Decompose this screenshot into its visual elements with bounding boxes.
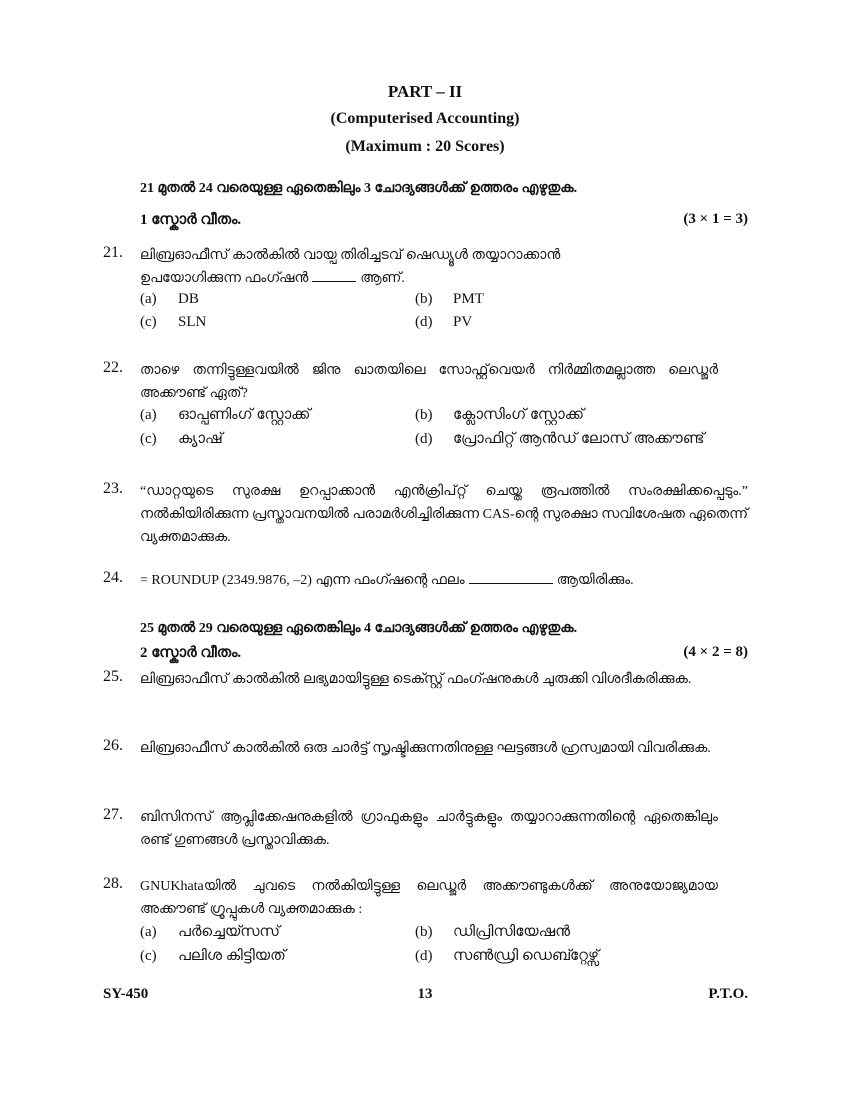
question-text: = ROUNDUP (2349.9876, –2) എന്ന ഫംഗ്ഷന്റെ ഫലം ആയിരിക്കും. (140, 573, 634, 588)
paper-code: SY-450 (103, 986, 149, 1002)
question-text: ലിബ്രഓഫീസ് കാൽകിൽ ഒരു ചാർട്ട് സൃഷ്ടിക്കുന്നതിനുള്ള ഘട്ടങ്ങൾ ഹ്രസ്വമായി വിവരിക്കുക. (140, 741, 711, 756)
option-d: (d) PV (415, 314, 473, 330)
option-a: (a) ഓപ്പണിംഗ് സ്റ്റോക്ക് (140, 407, 311, 423)
pto-label: P.T.O. (708, 986, 748, 1002)
answer-blank (469, 583, 553, 584)
question-number: 22. (103, 359, 123, 376)
max-score-heading: (Maximum : 20 Scores) (345, 138, 505, 155)
question-number: 27. (103, 806, 123, 823)
option-a: (a) പർച്ചെയ്സസ് (140, 924, 281, 940)
question-number: 21. (103, 244, 123, 261)
option-b: (b) ഡിപ്രിസിയേഷൻ (415, 924, 571, 940)
section1-instruction: 21 മുതൽ 24 വരെയുള്ള ഏതെങ്കിലും 3 ചോദ്യങ്ങൾക്ക് ഉത്തരം എഴുതുക. (140, 181, 578, 196)
part-heading: PART – II (387, 82, 463, 101)
page-number: 13 (417, 986, 433, 1002)
subject-heading: (Computerised Accounting) (330, 110, 520, 127)
question-number: 26. (103, 737, 123, 754)
section1-score-formula: (3 × 1 = 3) (683, 211, 748, 227)
option-c: (c) ക്യാഷ് (140, 431, 223, 447)
option-c: (c) SLN (140, 314, 207, 330)
section2-score-formula: (4 × 2 = 8) (683, 644, 748, 660)
question-number: 25. (103, 668, 123, 685)
question-text: താഴെ തന്നിട്ടുള്ളവയിൽ ജിനു ഖാതയിലെ സോഫ്റ്റ്‌വെയർ നിർമ്മിതമല്ലാത്ത ലെഡ്ജർ അക്കൗണ്ട് ഏത്? (140, 363, 718, 401)
option-b: (b) ക്ലോസിംഗ് സ്റ്റോക്ക് (415, 407, 584, 423)
question-text: ബിസിനസ് ആപ്ലിക്കേഷനുകളിൽ ഗ്രാഫുകളും ചാർട്ടുകളും തയ്യാറാക്കുന്നതിന്റെ ഏതെങ്കിലും രണ്ട് ഗുണങ്ങൾ പ്രസ്താവിക്കുക. (140, 810, 718, 848)
question-number: 28. (103, 875, 123, 892)
question-text: GNUKhataയിൽ ചുവടെ നൽകിയിട്ടുള്ള ലെഡ്ജർ അക്കൗണ്ടുകൾക്ക് അനുയോജ്യമായ അക്കൗണ്ട് ഗ്രൂപ്പുകൾ വ്യക്തമാക്കുക : (140, 879, 718, 917)
question-text: “ഡാറ്റയുടെ സുരക്ഷ ഉറപ്പാക്കാൻ എൻക്രിപ്റ്റ് ചെയ്ത രൂപത്തിൽ സംരക്ഷിക്കപ്പെടും.” നൽകിയിരിക്കുന്ന പ്രസ്താവനയിൽ പരാമർശിച്ചിരിക്കുന്ന CAS-ന്റെ സുരക്ഷാ സവിശേഷത ഏതെന്ന് വ്യക്തമാക്കുക. (140, 484, 748, 545)
option-c: (c) പലിശ കിട്ടിയത് (140, 948, 286, 964)
answer-blank (312, 281, 356, 282)
section1-score-row (140, 211, 748, 229)
question-text: ലിബ്രഓഫീസ് കാൽകിൽ ലഭ്യമായിട്ടുള്ള ടെക്സ്റ്റ് ഫംഗ്ഷനുകൾ ചുരുക്കി വിശദീകരിക്കുക. (140, 672, 692, 687)
option-d: (d) സൺഡ്രി ഡെബ്റ്റേഴ്സ് (415, 948, 599, 964)
question-number: 23. (103, 480, 123, 497)
option-b: (b) PMT (415, 291, 484, 307)
question-number: 24. (103, 569, 123, 586)
option-a: (a) DB (140, 291, 199, 307)
section2-instruction: 25 മുതൽ 29 വരെയുള്ള ഏതെങ്കിലും 4 ചോദ്യങ്ങൾക്ക് ഉത്തരം എഴുതുക. (140, 621, 578, 636)
section2-score-row (140, 644, 748, 662)
question-text: ലിബ്രഓഫീസ് കാൽകിൽ വായ്പ തിരിച്ചടവ് ഷെഡ്യൂൾ തയ്യാറാക്കാൻ ഉപയോഗിക്കുന്ന ഫംഗ്ഷൻ ആണ്. (140, 248, 561, 286)
section2-score-label: 2 സ്കോർ വീതം. (140, 645, 242, 661)
section1-score-label: 1 സ്കോർ വീതം. (140, 212, 242, 228)
option-d: (d) പ്രോഫിറ്റ് ആൻഡ് ലോസ് അക്കൗണ്ട് (415, 431, 705, 447)
